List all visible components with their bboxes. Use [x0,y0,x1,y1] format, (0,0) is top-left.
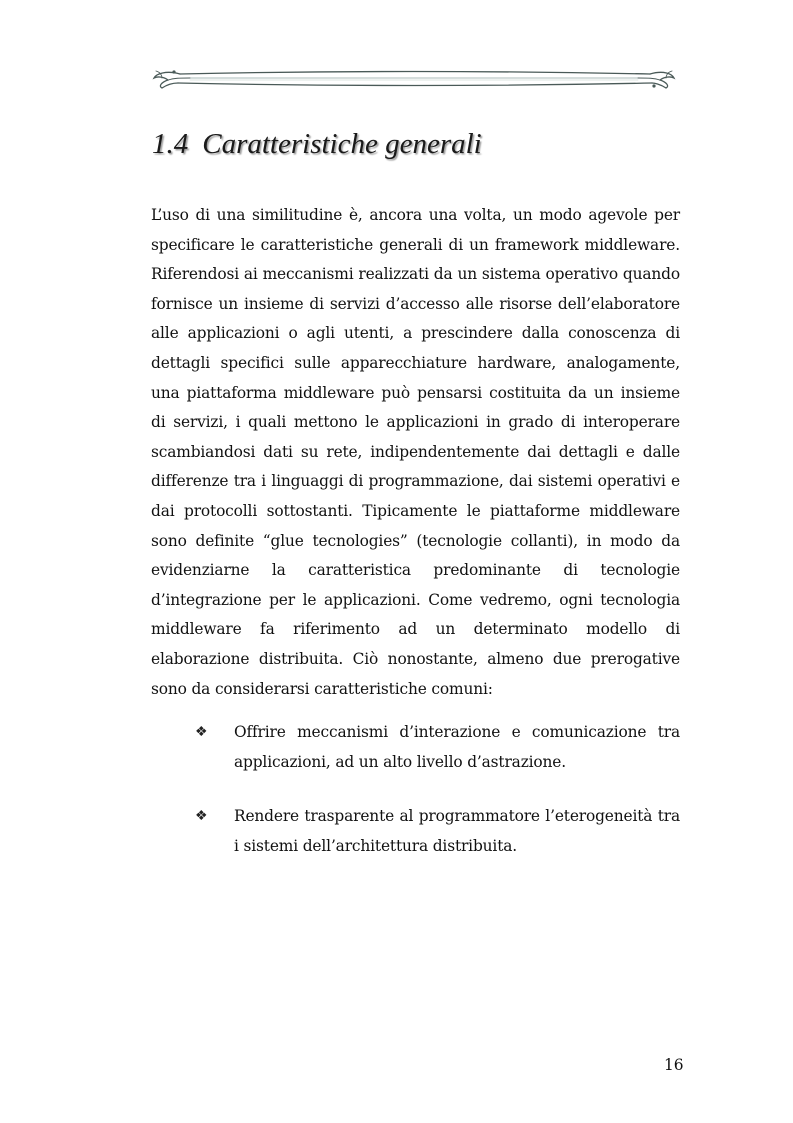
bullet-text: Offrire meccanismi d’interazione e comunicazione tra applicazioni, ad un alto livello d’astrazione. [234,723,680,771]
diamond-bullet-icon: ❖ [195,724,208,740]
decorative-divider-icon [150,66,678,92]
page-number: 16 [664,1056,684,1074]
section-title: Caratteristiche generali [202,128,482,160]
body-paragraph: L’uso di una similitudine è, ancora una volta, un modo agevole per specificare le caratteristiche generali di un framework middleware. Riferendosi ai meccanismi realizzati da un sistema operativo quando fornisce un insieme di servizi d’accesso alle risorse dell’elaboratore alle applicazioni o agli utenti, a prescindere dalla conoscenza di dettagli specifici sulle apparecchiature hardware, analogamente, una piattaforma middleware può pensarsi costituita da un insieme di servizi, i quali mettono le applicazioni in grado di interoperare scambiandosi dati su rete, indipendentemente dai dettagli e dalle differenze tra i linguaggi di programmazione, dai sistemi operativi e dai protocolli sottostanti. Tipicamente le piattaforme middleware sono definite “glue tecnologies” (tecnologie collanti), in modo da evidenziarne la caratteristica predominante di tecnologie d’integrazione per le applicazioni. Come vedremo, ogni tecnologia middleware fa riferimento ad un determinato modello di elaborazione distribuita. Ciò nonostante, almeno due prerogative sono da considerarsi caratteristiche comuni: [151,206,680,698]
diamond-bullet-icon: ❖ [195,808,208,824]
section-number: 1.4 [152,128,189,160]
section-heading [152,128,482,161]
bullet-text: Rendere trasparente al programmatore l’eterogeneità tra i sistemi dell’architettura distribuita. [234,807,680,855]
